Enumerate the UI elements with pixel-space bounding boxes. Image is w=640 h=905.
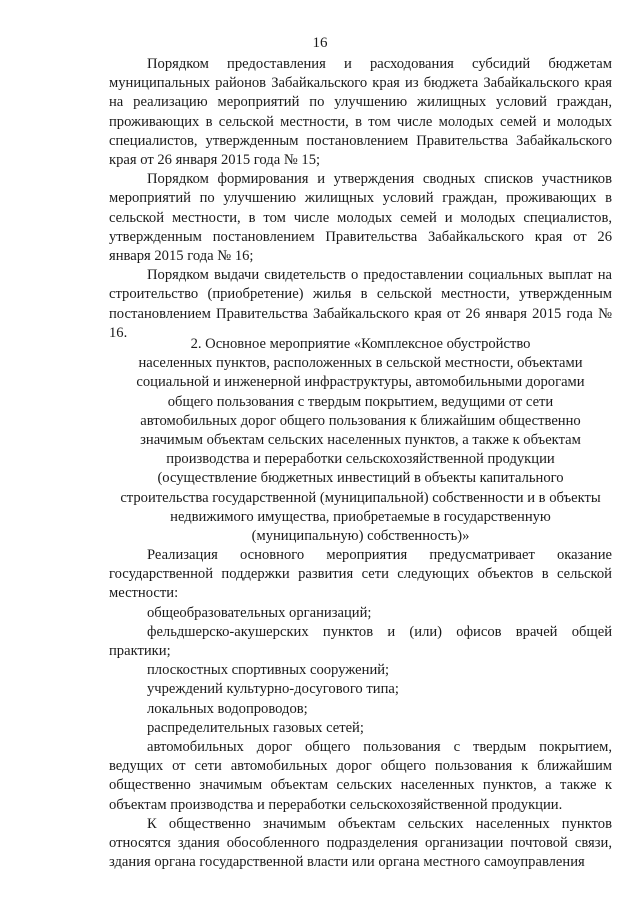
heading-line: производства и переработки сельскохозяйственной продукции [166,451,555,468]
body-text-bottom [109,546,612,872]
heading-line: (муниципальную) собственность)» [251,528,470,545]
heading-line: общего пользования с твердым покрытием, ведущими от сети [167,393,554,410]
list-item: плоскостных спортивных сооружений; [147,662,390,679]
list-item: фельдшерско-акушерских пунктов и (или) офисов врачей общей практики; [109,623,612,660]
body-text-top [109,55,612,343]
paragraph-order-subsidies: Порядком предоставления и расходования субсидий бюджетам муниципальных районов Забайкальского края из бюджета Забайкальского края на реализацию мероприятий по улучшению жилищных условий граждан, проживающих в сельской местности, в том числе молодых семей и молодых специалистов, утвержденным постановлением Правительства Забайкальского края от 26 января 2015 года № 15; [109,56,612,169]
list-item: локальных водопроводов; [147,700,308,717]
list-item: распределительных газовых сетей; [147,719,364,736]
paragraph-order-certificates: Порядком выдачи свидетельств о предоставлении социальных выплат на строительство (приобретение) жилья в сельской местности, утвержденным постановлением Правительства Забайкальского края от 26 января 2015 года № 16. [109,267,612,341]
page-number: 16 [312,35,328,51]
heading-line: социальной и инженерной инфраструктуры, автомобильными дорогами [136,374,585,391]
section-heading [109,335,612,546]
heading-line: населенных пунктов, расположенных в сельской местности, объектами [138,355,583,372]
heading-line: строительства государственной (муниципальной) собственности и в объекты [120,489,601,506]
paragraph-public-objects: К общественно значимым объектам сельских населенных пунктов относятся здания обособленного подразделения организации почтовой связи, здания органа государственной власти или органа местного самоуправления [109,815,612,871]
list-item: автомобильных дорог общего пользования с твердым покрытием, ведущих от сети автомобильных дорог общего пользования к ближайшим общественно значимым объектам сельских населенных пунктов, а также к объектам производства и переработки сельскохозяйственной продукции. [109,739,612,813]
heading-line: 2. Основное мероприятие «Комплексное обустройство [190,336,531,352]
paragraph-implementation: Реализация основного мероприятия предусматривает оказание государственной поддержки развития сети следующих объектов в сельской местности: [109,547,612,602]
heading-line: недвижимого имущества, приобретаемые в государственную [170,508,551,525]
heading-line: автомобильных дорог общего пользования к ближайшим общественно [140,412,581,429]
list-item: учреждений культурно-досугового типа; [147,681,399,698]
paragraph-order-lists: Порядком формирования и утверждения сводных списков участников мероприятий по улучшению жилищных условий граждан, проживающих в сельской местности, в том числе молодых семей и молодых специалистов, утвержденным постановлением Правительства Забайкальского края от 26 января 2015 года № 16; [109,171,612,265]
heading-line: (осуществление бюджетных инвестиций в объекты капитального [157,470,564,487]
list-item: общеобразовательных организаций; [147,604,372,621]
heading-line: значимым объектам сельских населенных пунктов, а также к объектам [140,432,581,449]
